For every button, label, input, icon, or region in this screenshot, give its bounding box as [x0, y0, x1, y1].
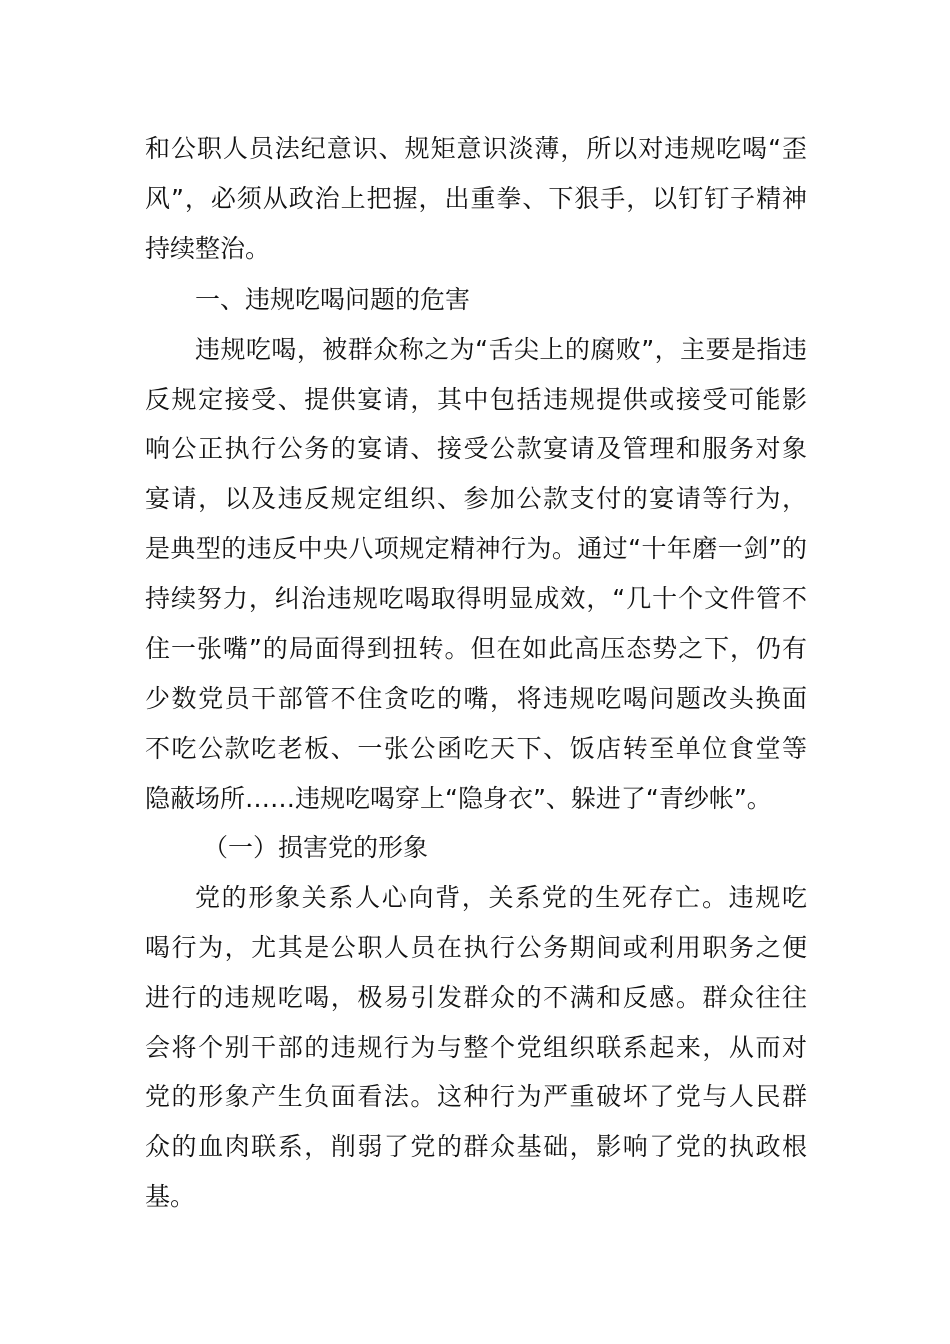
- body-text-line: 持续努力，纠治违规吃喝取得明显成效，“几十个文件管不: [145, 584, 807, 613]
- body-text-line: 党的形象产生负面看法。这种行为严重破坏了党与人民群: [145, 1082, 807, 1111]
- body-text-line: 喝行为，尤其是公职人员在执行公务期间或利用职务之便: [145, 933, 807, 962]
- body-text-line: 反规定接受、提供宴请，其中包括违规提供或接受可能影: [145, 385, 807, 414]
- body-text-line: 住一张嘴”的局面得到扭转。但在如此高压态势之下，仍有: [145, 634, 807, 663]
- body-text-line: 和公职人员法纪意识、规矩意识淡薄，所以对违规吃喝“歪: [145, 134, 807, 163]
- body-text-line: 少数党员干部管不住贪吃的嘴，将违规吃喝问题改头换面: [145, 684, 807, 713]
- body-text-line: 不吃公款吃老板、一张公函吃天下、饭店转至单位食堂等: [145, 734, 807, 763]
- body-text-line: 会将个别干部的违规行为与整个党组织联系起来，从而对: [145, 1033, 807, 1062]
- body-text-line: 违规吃喝，被群众称之为“舌尖上的腐败”，主要是指违: [195, 335, 807, 364]
- body-text-line: 响公正执行公务的宴请、接受公款宴请及管理和服务对象: [145, 434, 807, 463]
- body-text-line: 风”，必须从政治上把握，出重拳、下狠手，以钉钉子精神: [145, 184, 807, 213]
- body-text-line: 宴请，以及违反规定组织、参加公款支付的宴请等行为，: [145, 484, 807, 513]
- body-text-line: 持续整治。: [145, 234, 271, 263]
- section-heading: 一、违规吃喝问题的危害: [195, 285, 471, 314]
- body-text-line: 众的血肉联系，削弱了党的群众基础，影响了党的执政根: [145, 1132, 807, 1161]
- body-text-line: 基。: [145, 1182, 196, 1211]
- body-text-line: 进行的违规吃喝，极易引发群众的不满和反感。群众往往: [145, 983, 807, 1012]
- body-text-line: 隐蔽场所……违规吃喝穿上“隐身衣”、躲进了“青纱帐”。: [145, 784, 772, 813]
- body-text-line: 是典型的违反中央八项规定精神行为。通过“十年磨一剑”的: [145, 534, 807, 563]
- subsection-heading: （一）损害党的形象: [203, 833, 429, 862]
- body-text-line: 党的形象关系人心向背，关系党的生死存亡。违规吃: [195, 883, 807, 912]
